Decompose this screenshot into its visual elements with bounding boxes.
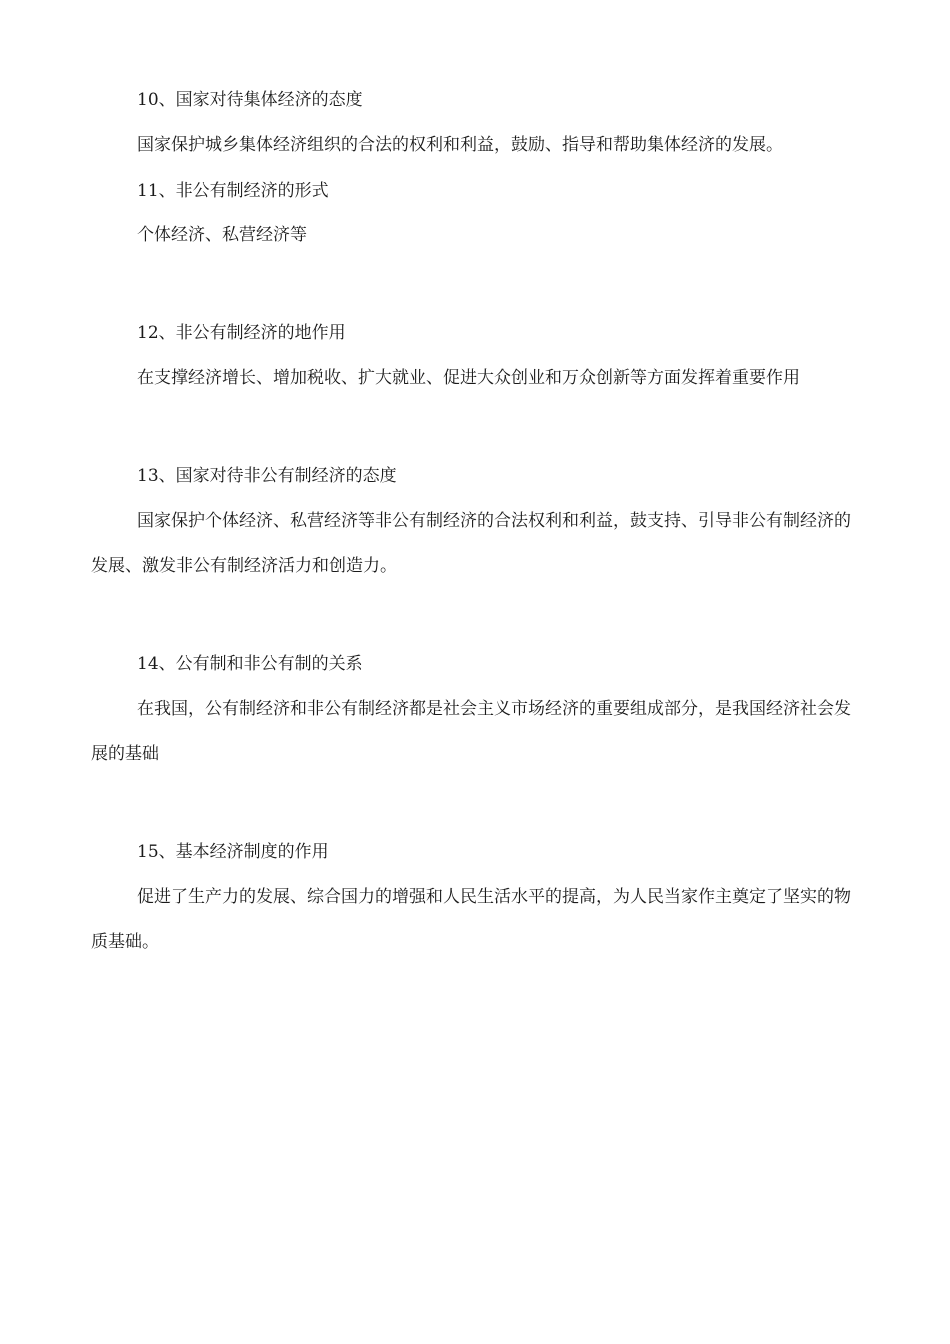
section-heading: 12、非公有制经济的地作用 xyxy=(137,323,346,343)
section-13 xyxy=(91,465,851,589)
section-heading: 13、国家对待非公有制经济的态度 xyxy=(137,466,397,486)
section-heading: 11、非公有制经济的形式 xyxy=(137,181,329,201)
document-page xyxy=(91,89,851,965)
section-15 xyxy=(91,841,851,965)
section-12 xyxy=(91,322,851,401)
section-body: 个体经济、私营经济等 xyxy=(137,225,307,245)
section-body: 国家保护城乡集体经济组织的合法的权利和利益，鼓励、指导和帮助集体经济的发展。 xyxy=(137,135,783,155)
section-heading: 14、公有制和非公有制的关系 xyxy=(137,654,363,674)
section-heading: 10、国家对待集体经济的态度 xyxy=(137,90,363,110)
section-14 xyxy=(91,653,851,777)
section-body: 在支撑经济增长、增加税收、扩大就业、促进大众创业和万众创新等方面发挥着重要作用 xyxy=(137,368,800,388)
section-11 xyxy=(91,180,851,258)
section-body: 国家保护个体经济、私营经济等非公有制经济的合法权利和利益，鼓支持、引导非公有制经济的发展、激发非公有制经济活力和创造力。 xyxy=(91,511,851,576)
section-body: 促进了生产力的发展、综合国力的增强和人民生活水平的提高，为人民当家作主奠定了坚实的物质基础。 xyxy=(91,887,851,952)
section-heading: 15、基本经济制度的作用 xyxy=(137,842,329,862)
section-10 xyxy=(91,89,851,168)
section-body: 在我国，公有制经济和非公有制经济都是社会主义市场经济的重要组成部分，是我国经济社会发展的基础 xyxy=(91,699,851,764)
